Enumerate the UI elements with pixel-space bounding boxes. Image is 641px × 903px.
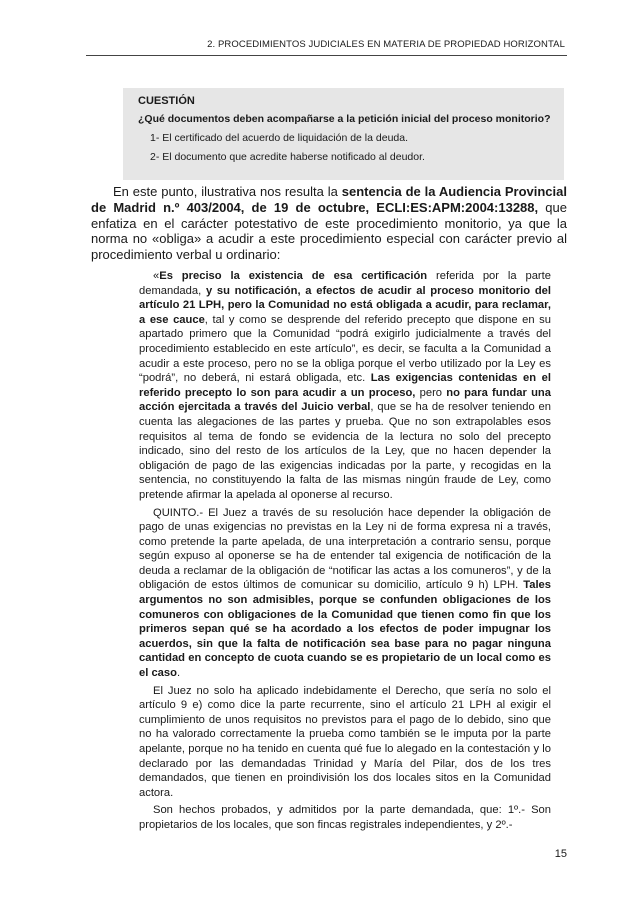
quote-text: . bbox=[176, 667, 181, 680]
question-item: 1- El certificado del acuerdo de liquidación de la deuda. bbox=[150, 132, 409, 144]
question-text: ¿Qué documentos deben acompañarse a la petición inicial del proceso monitorio? bbox=[138, 113, 551, 125]
running-header: 2. PROCEDIMIENTOS JUDICIALES EN MATERIA DE PROPIEDAD HORIZONTAL bbox=[207, 39, 565, 50]
page-number: 15 bbox=[554, 848, 567, 860]
header-rule bbox=[86, 55, 567, 56]
quote-text: , que se ha de resolver teniendo en cuenta las alegaciones de las partes y prueba. Que no son extrapolables esos requisitos al tema de fondo se evidencia de la lectura no solo del precepto indicado, sino del resto de los artículos de la Ley, que no hacen depender la obligación de pago de las exigencias indicadas por la parte, y recogidas en la sentencia, no constituyendo la falta de las mismas ningún fraude de Ley, como pretende afirmar la apelada al oponerse al recurso. bbox=[139, 401, 551, 501]
quote-bold: Las exigencias contenidas en el referido precepto lo son para acudir a un proceso, bbox=[139, 372, 552, 399]
intro-text: que enfatiza en el carácter potestativo de este procedimiento monitorio, ya que la norma no «obliga» a acudir a este procedimiento especial con carácter previo al procedimiento verbal u ordinario: bbox=[91, 199, 567, 263]
question-box-title: CUESTIÓN bbox=[138, 95, 195, 107]
quote-bold: Tales argumentos no son admisibles, porque se confunden obligaciones de los comuneros con obligaciones de la Comunidad que tienen como fin que los primeros sepan qué se ha acordado a los efectos de poder impugnar los acuerdos, sin que la falta de notificación sea base para no pagar ninguna cantidad en concepto de cuota cuando se es propietario de un local como es el caso bbox=[139, 579, 551, 680]
quote-bold: y su notificación, a efectos de acudir al proceso monitorio del artículo 21 LPH, pero la Comunidad no está obligada a acudir, para reclamar, a ese cauce bbox=[139, 284, 551, 326]
intro-text: En este punto, ilustrativa nos resulta la bbox=[113, 184, 342, 199]
quote-text: QUINTO.- El Juez a través de su resolución hace depender la obligación de pago de unas exigencias no previstas en la Ley ni de forma expresa ni a través, como pretende la parte apelada, de una interpretación a contrario sensu, porque según expuso al oponerse se ha de entender tal exigencia de notificación de la deuda a reclamar de la obligación de “notificar las actas a los comuneros”, y de la obligación de estos últimos de comunicar su domicilio, artículo 9 h) LPH. bbox=[139, 506, 551, 592]
question-item: 2- El documento que acredite haberse notificado al deudor. bbox=[150, 151, 425, 163]
quote-bold: no para fundar una acción ejercitada a través del Juicio verbal bbox=[139, 386, 551, 414]
quote-paragraph bbox=[139, 269, 551, 503]
quote-paragraph: Son hechos probados, y admitidos por la parte demandada, que: 1º.- Son propietarios de los locales, que son fincas registrales independientes, y 2º.- bbox=[139, 804, 551, 831]
quote-text: pero bbox=[415, 386, 447, 399]
quote-bold: Es preciso la existencia de esa certificación bbox=[159, 270, 428, 282]
block-quote bbox=[139, 269, 551, 836]
intro-paragraph bbox=[91, 184, 567, 263]
quote-text: , tal y como se desprende del referido precepto que dispone en su apartado primero que la Comunidad “podrá exigirlo judicialmente a través del procedimiento establecido en este artículo”, es decir, se faculta a la Comunidad a acudir a este proceso, pero no se la obliga porque el verbo utilizado por la Ley es “podrá”, no deberá, ni estará obligada, etc. bbox=[139, 313, 551, 385]
question-box bbox=[123, 88, 564, 180]
quote-paragraph bbox=[139, 506, 551, 681]
quote-text: « bbox=[153, 270, 160, 282]
quote-paragraph: El Juez no solo ha aplicado indebidamente el Derecho, que sería no solo el artículo 9 e) como dice la parte recurrente, sino el artículo 21 LPH al exigir el cumplimiento de unos requisitos no previstos para el pago de lo debido, sino que no ha valorado correctamente la prueba como también se le imputa por la parte apelante, porque no ha tenido en cuenta qué fue lo alegado en la contestación y lo declarado por las demandadas Trinidad y María del Pilar, dos de los tres demandados, que tienen en proindivisión los dos locales sitos en la Comunidad actora. bbox=[139, 684, 551, 799]
intro-citation: sentencia de la Audiencia Provincial de Madrid n.º 403/2004, de 19 de octubre, ECLI:ES:APM:2004:13288, bbox=[91, 184, 567, 215]
quote-text: referida por la parte demandada, bbox=[139, 270, 551, 297]
